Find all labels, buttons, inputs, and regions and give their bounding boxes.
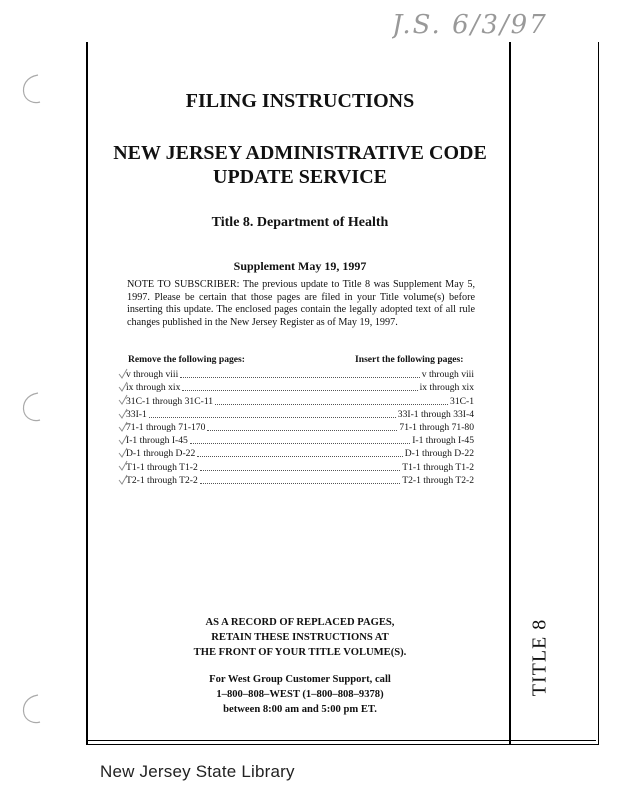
title-department: Title 8. Department of Health [211, 215, 389, 230]
tab-divider [509, 42, 511, 744]
insert-column-header: Insert the following pages: [355, 354, 464, 365]
remove-pages: D-1 through D-22 [126, 448, 196, 460]
supplement-date: Supplement May 19, 1997 [233, 259, 367, 273]
remove-pages: T2-1 through T2-2 [126, 474, 198, 486]
library-stamp: New Jersey State Library [100, 762, 295, 781]
punch-hole-mark [18, 72, 44, 106]
insert-pages: 71-1 through 71-80 [399, 421, 474, 433]
list-item [124, 394, 474, 407]
insert-pages: v through viii [421, 369, 474, 381]
list-item [124, 434, 474, 447]
bottom-rule [86, 740, 596, 741]
remove-pages: ix through xix [126, 382, 181, 394]
insert-pages: T2-1 through T2-2 [402, 474, 474, 486]
list-item [124, 447, 474, 460]
title-tab-label: TITLE 8 [528, 618, 551, 696]
list-item [124, 368, 474, 381]
remove-pages: T1-1 through T1-2 [126, 461, 198, 473]
code-name-line-2: UPDATE SERVICE [213, 166, 387, 188]
punch-hole-mark [18, 390, 44, 424]
title-tab [520, 612, 560, 702]
remove-pages: I-1 through I-45 [126, 435, 188, 447]
insert-pages: 33I-1 through 33I-4 [397, 408, 474, 420]
note-to-subscriber: NOTE TO SUBSCRIBER: The previous update to Title 8 was Supplement May 5, 1997. Please be certain that those pages are filed in your Title volume(s) before inserting this update. The enclosed pages contain the legally adopted text of all rule changes published in the New Jersey Register as of May 19, 1997. [127, 279, 475, 328]
retain-line: RETAIN THESE INSTRUCTIONS AT [211, 632, 389, 643]
retain-instructions [140, 615, 460, 660]
insert-pages: 31C-1 [450, 395, 474, 407]
list-item [124, 421, 474, 434]
insert-pages: T1-1 through T1-2 [402, 461, 474, 473]
insert-pages: ix through xix [419, 382, 474, 394]
list-item [124, 460, 474, 473]
support-hours: between 8:00 am and 5:00 pm ET. [223, 704, 377, 715]
page-title: FILING INSTRUCTIONS [185, 90, 415, 112]
insert-pages: D-1 through D-22 [404, 448, 474, 460]
support-line: For West Group Customer Support, call [209, 674, 391, 685]
remove-column-header: Remove the following pages: [128, 354, 245, 365]
remove-pages: v through viii [126, 369, 179, 381]
remove-pages: 33I-1 [126, 408, 147, 420]
list-item [124, 408, 474, 421]
remove-pages: 31C-1 through 31C-11 [126, 395, 214, 407]
customer-support [140, 672, 460, 717]
list-item [124, 474, 474, 487]
list-item [124, 381, 474, 394]
remove-pages: 71-1 through 71-170 [126, 421, 206, 433]
punch-hole-mark [18, 692, 44, 726]
page-list [124, 368, 474, 487]
insert-pages: I-1 through I-45 [412, 435, 474, 447]
support-phone: 1–800–808–WEST (1–800–808–9378) [216, 689, 384, 700]
code-name-line-1: NEW JERSEY ADMINISTRATIVE CODE [113, 142, 487, 164]
retain-line: AS A RECORD OF REPLACED PAGES, [205, 617, 395, 628]
handwritten-annotation: J.S. 6/3/97 [392, 10, 548, 40]
retain-line: THE FRONT OF YOUR TITLE VOLUME(S). [193, 647, 407, 658]
